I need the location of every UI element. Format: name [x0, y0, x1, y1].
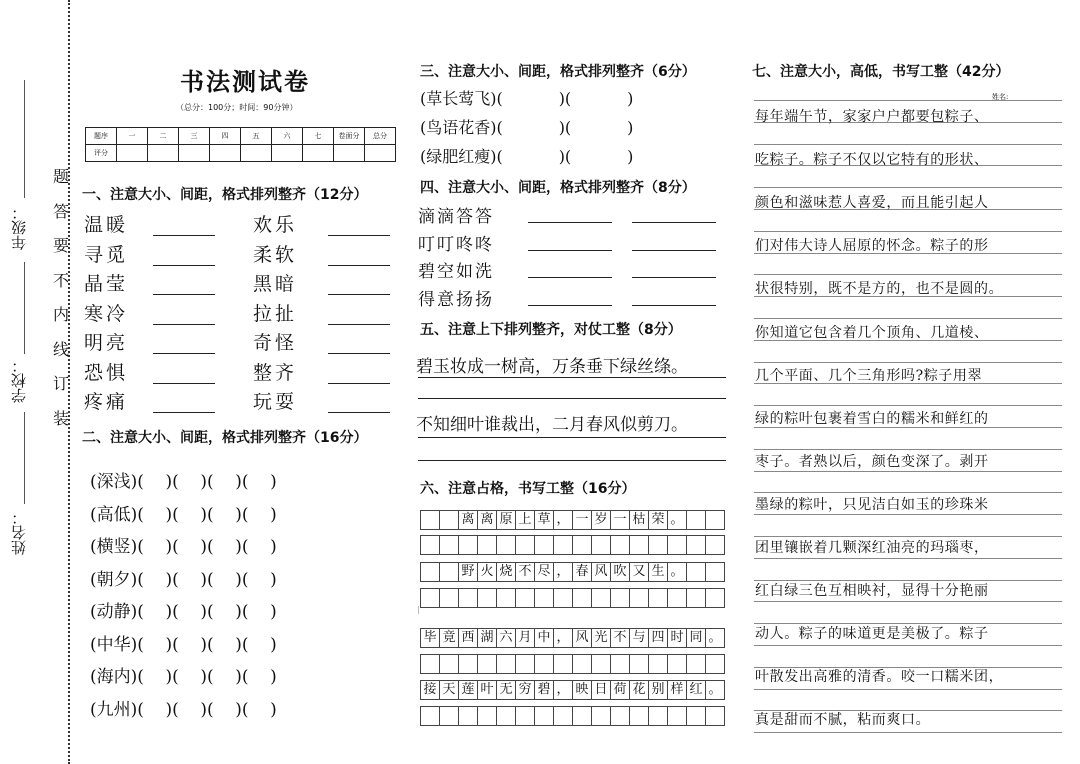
grid-cell [440, 536, 459, 555]
section2-parens: ( )( )( )( ) [137, 569, 277, 590]
grid-cell: 月 [516, 629, 535, 648]
essay-rule [754, 274, 1062, 275]
grid-cell [459, 707, 478, 726]
section1-blank [328, 383, 390, 384]
score-cell: 评分 [86, 145, 117, 162]
section1-right-word: 柔软 [253, 243, 298, 266]
section5-write-line [418, 398, 726, 399]
score-cell [179, 145, 210, 162]
grid-cell [535, 536, 554, 555]
grid-cell: 草 [535, 511, 554, 530]
grid-cell [687, 655, 706, 674]
grid-cell [611, 655, 630, 674]
section1-blank [328, 235, 390, 236]
section1-blank [153, 412, 215, 413]
essay-line: 们对伟大诗人屈原的怀念。粽子的形 [755, 238, 989, 255]
tianzi-grid-row [420, 706, 725, 726]
section4-blank [528, 222, 612, 223]
section2-parens: ( )( )( )( ) [137, 504, 277, 525]
grid-cell: 荷 [611, 681, 630, 700]
grid-cell: ， [554, 629, 573, 648]
grid-cell: 不 [516, 563, 535, 582]
grid-cell [478, 707, 497, 726]
grid-cell [421, 536, 440, 555]
grid-cell: 岁 [592, 511, 611, 530]
grid-cell [497, 536, 516, 555]
essay-rule [754, 449, 1062, 450]
essay-rule [754, 405, 1062, 406]
grid-cell [516, 655, 535, 674]
essay-rule [754, 601, 1062, 602]
scan-mark [418, 606, 419, 614]
section5-write-line [418, 377, 726, 378]
grid-cell: 天 [440, 681, 459, 700]
grid-cell: 荣 [649, 511, 668, 530]
section2-parens: ( )( )( )( ) [137, 699, 277, 720]
tianzi-grid-row [420, 510, 725, 530]
grid-cell: ， [554, 563, 573, 582]
section1-blank [153, 294, 215, 295]
section5-write-line [418, 460, 726, 461]
score-header-cell: 六 [272, 128, 303, 145]
essay-line: 绿的粽叶包裹着雪白的糯米和鲜红的 [755, 410, 989, 427]
section1-right-word: 拉扯 [253, 302, 298, 325]
section2-row [90, 695, 277, 720]
section1-right-word: 玩耍 [253, 391, 298, 413]
grid-cell [611, 707, 630, 726]
grid-cell: 不 [611, 629, 630, 648]
section3-word: (鸟语花香) [420, 118, 497, 137]
grid-cell: 碧 [535, 681, 554, 700]
section2-word: (中华) [90, 634, 138, 655]
section1-blank [153, 265, 215, 266]
grid-cell [649, 707, 668, 726]
grid-cell [630, 589, 649, 608]
grid-cell [516, 589, 535, 608]
score-header-cell: 题序 [86, 128, 117, 145]
grid-cell: 一 [573, 511, 592, 530]
grade-fill-line [24, 80, 25, 198]
grid-cell [592, 589, 611, 608]
score-cell [272, 145, 303, 162]
grid-cell [687, 536, 706, 555]
grid-cell: 烧 [497, 563, 516, 582]
page-title: 书法测试卷 [180, 67, 310, 96]
section3-word: (草长莺飞) [420, 89, 497, 108]
grid-cell [706, 655, 725, 674]
essay-line: 状很特别，既不是方的，也不是圆的。 [755, 281, 1004, 298]
section1-left-word: 寒冷 [84, 302, 129, 325]
section2-heading: 二、注意大小、间距，格式排列整齐（16分） [82, 430, 368, 446]
section1-blank [153, 383, 215, 384]
grid-cell [687, 707, 706, 726]
grid-cell [649, 655, 668, 674]
grid-cell [440, 707, 459, 726]
grid-cell [459, 536, 478, 555]
section4-blank [528, 277, 612, 278]
score-header-cell: 五 [241, 128, 272, 145]
grid-cell: 离 [459, 511, 478, 530]
section2-word: (海内) [90, 667, 138, 687]
grid-cell: 光 [592, 629, 611, 648]
grid-cell [573, 655, 592, 674]
section4-word: 滴滴答答 [418, 207, 494, 227]
grid-cell [630, 707, 649, 726]
grid-cell: 花 [630, 681, 649, 700]
grid-cell [611, 589, 630, 608]
section1-left-word: 疼痛 [84, 391, 129, 413]
score-cell [303, 145, 334, 162]
essay-line: 颜色和滋味惹人喜爱，而且能引起人 [755, 195, 989, 212]
grid-cell [706, 511, 725, 530]
grid-cell [706, 707, 725, 726]
section4-word: 叮叮咚咚 [418, 234, 494, 255]
grid-cell [516, 707, 535, 726]
grid-cell: 六 [497, 629, 516, 648]
score-cell [117, 145, 148, 162]
section4-word: 碧空如洗 [418, 262, 494, 282]
grid-cell [611, 536, 630, 555]
section3-parens: ( )( ) [496, 89, 634, 108]
essay-rule [754, 362, 1062, 363]
grade-label: 年级： [10, 205, 28, 250]
section4-heading: 四、注意大小、间距，格式排列整齐（8分） [420, 180, 696, 196]
grid-cell: 与 [630, 629, 649, 648]
section2-word: (九州) [90, 699, 138, 720]
essay-rule [754, 558, 1062, 559]
section4-blank [632, 305, 716, 306]
score-header-cell: 总分 [365, 128, 396, 145]
grid-cell [554, 707, 573, 726]
grid-cell: 春 [573, 563, 592, 582]
section2-row [90, 565, 277, 590]
section2-word: (动静) [90, 602, 138, 622]
tianzi-grid-row [420, 680, 725, 700]
section2-word: (横竖) [90, 537, 138, 557]
essay-line: 枣子。者熟以后，颜色变深了。剥开 [755, 453, 989, 470]
section7-heading: 七、注意大小，高低，书写工整（42分） [752, 64, 1010, 80]
grid-cell [668, 589, 687, 608]
grid-cell [516, 536, 535, 555]
grid-cell: 。 [706, 629, 725, 648]
essay-line: 红白绿三色互相映衬，显得十分艳丽 [755, 583, 989, 600]
section6-heading: 六、注意占格，书写工整（16分） [420, 481, 636, 497]
section4-word: 得意扬扬 [418, 289, 494, 310]
essay-line: 真是甜而不腻，粘而爽口。 [755, 712, 931, 729]
section5-line-1: 碧玉妆成一树高，万条垂下绿丝绦。 [416, 357, 688, 377]
section1-right-word: 奇怪 [253, 332, 298, 354]
section2-parens: ( )( )( )( ) [137, 602, 277, 622]
section1-left-word: 恐惧 [84, 361, 129, 384]
grid-cell: 竟 [440, 629, 459, 648]
grid-cell [497, 589, 516, 608]
section3-row [420, 115, 633, 138]
grid-cell [706, 563, 725, 582]
section3-word: (绿肥红瘦) [420, 147, 497, 166]
grid-cell [649, 536, 668, 555]
essay-rule [754, 187, 1062, 188]
section2-word: (深浅) [90, 472, 138, 492]
binding-char: 订 [52, 374, 69, 393]
grid-cell: 吹 [611, 563, 630, 582]
tianzi-grid-row [420, 628, 725, 648]
grid-cell: 接 [421, 681, 440, 700]
section4-blank [632, 222, 716, 223]
grid-cell [554, 655, 573, 674]
grid-cell: 红 [687, 681, 706, 700]
section1-blank [328, 412, 390, 413]
section2-word: (高低) [90, 504, 138, 525]
grid-cell [554, 536, 573, 555]
score-cell [210, 145, 241, 162]
section4-blank [528, 250, 612, 251]
grid-cell [440, 589, 459, 608]
section3-parens: ( )( ) [496, 147, 634, 166]
grid-cell [535, 707, 554, 726]
tianzi-grid-row [420, 654, 725, 674]
grid-cell: 风 [592, 563, 611, 582]
grid-cell: 莲 [459, 681, 478, 700]
essay-line: 每年端午节，家家户户都要包粽子、 [755, 109, 989, 125]
grid-cell [478, 655, 497, 674]
grid-cell [459, 655, 478, 674]
section1-right-word: 欢乐 [253, 214, 298, 236]
grid-cell [497, 655, 516, 674]
grid-cell [421, 563, 440, 582]
grid-cell: 。 [706, 681, 725, 700]
section1-left-word: 温暖 [84, 214, 129, 236]
binding-char: 内 [52, 305, 69, 324]
section1-blank [328, 265, 390, 266]
score-header-cell: 一 [117, 128, 148, 145]
grid-cell [478, 589, 497, 608]
binding-char: 不 [52, 270, 69, 290]
name-fill-line [24, 412, 25, 504]
score-table [85, 127, 396, 162]
grid-cell [421, 655, 440, 674]
section2-row [90, 630, 277, 655]
grid-cell [630, 536, 649, 555]
grid-cell [630, 655, 649, 674]
grid-cell: 别 [649, 681, 668, 700]
essay-line: 团里镶嵌着几颗深红油亮的玛瑙枣， [755, 540, 989, 556]
grid-cell [687, 589, 706, 608]
grid-cell [421, 589, 440, 608]
score-cell [365, 145, 396, 162]
score-cell [148, 145, 179, 162]
section5-write-line [418, 437, 726, 438]
grid-cell [592, 536, 611, 555]
section3-heading: 三、注意大小、间距，格式排列整齐（6分） [420, 64, 696, 80]
section1-blank [328, 294, 390, 295]
score-table-header-row [86, 128, 396, 145]
binding-char: 答 [52, 201, 69, 221]
section1-left-word: 寻觅 [84, 243, 129, 266]
section3-parens: ( )( ) [496, 118, 634, 137]
score-cell [334, 145, 365, 162]
grid-cell: 样 [668, 681, 687, 700]
section1-blank [153, 235, 215, 236]
grid-cell: 离 [478, 511, 497, 530]
section2-row [90, 532, 277, 557]
section2-parens: ( )( )( )( ) [137, 634, 277, 655]
grid-cell [478, 536, 497, 555]
grid-cell [421, 707, 440, 726]
score-header-cell: 二 [148, 128, 179, 145]
tianzi-grid-row [420, 562, 725, 582]
binding-char: 要 [52, 236, 69, 255]
grid-cell: 。 [668, 563, 687, 582]
essay-rule [754, 144, 1062, 145]
essay-rule [754, 732, 1062, 733]
grid-cell: 无 [497, 681, 516, 700]
score-cell [241, 145, 272, 162]
score-header-cell: 四 [210, 128, 241, 145]
essay-rule [754, 318, 1062, 319]
grid-cell: 上 [516, 511, 535, 530]
grid-cell: 时 [668, 629, 687, 648]
grid-cell: 湖 [478, 629, 497, 648]
school-label: 学校： [10, 358, 28, 403]
section1-blank [153, 353, 215, 354]
binding-char: 线 [52, 339, 69, 359]
grid-cell: 尽 [535, 563, 554, 582]
grid-cell: ， [554, 681, 573, 700]
grid-cell [668, 655, 687, 674]
grid-cell: 又 [630, 563, 649, 582]
essay-rule [754, 231, 1062, 232]
score-header-cell: 卷面分 [334, 128, 365, 145]
essay-rule [754, 514, 1062, 515]
score-header-cell: 七 [303, 128, 334, 145]
section1-heading: 一、注意大小、间距，格式排列整齐（12分） [82, 187, 368, 203]
grid-cell [649, 589, 668, 608]
grid-cell [592, 655, 611, 674]
section2-parens: ( )( )( )( ) [137, 537, 277, 557]
grid-cell: 野 [459, 563, 478, 582]
grid-cell [668, 536, 687, 555]
grid-cell [573, 589, 592, 608]
section5-heading: 五、注意上下排列整齐，对仗工整（8分） [420, 322, 682, 338]
grid-cell [421, 511, 440, 530]
grid-cell: 中 [535, 629, 554, 648]
section4-blank [632, 250, 716, 251]
grid-cell: ， [554, 511, 573, 530]
section1-left-word: 晶莹 [84, 273, 129, 295]
section2-row [90, 500, 277, 525]
section4-blank [528, 305, 612, 306]
grid-cell: 西 [459, 629, 478, 648]
grid-cell: 风 [573, 629, 592, 648]
section1-blank [328, 324, 390, 325]
school-fill-line [24, 262, 25, 354]
score-table-score-row [86, 145, 396, 162]
grid-cell [440, 563, 459, 582]
score-header-cell: 三 [179, 128, 210, 145]
grid-cell [535, 589, 554, 608]
grid-cell [440, 655, 459, 674]
section1-left-word: 明亮 [84, 332, 129, 354]
section1-right-word: 黑暗 [253, 273, 298, 295]
section3-row [420, 86, 633, 109]
grid-cell: 同 [687, 629, 706, 648]
grid-cell [440, 511, 459, 530]
grid-cell: 生 [649, 563, 668, 582]
grid-cell: 穷 [516, 681, 535, 700]
page-subtitle: （总分：100分；时间：90分钟） [176, 103, 298, 112]
grid-cell: 四 [649, 629, 668, 648]
section1-blank [153, 324, 215, 325]
binding-warning [50, 160, 72, 436]
grid-cell [668, 707, 687, 726]
section4-blank [632, 277, 716, 278]
essay-line: 吃粽子。粽子不仅以它特有的形状、 [755, 152, 989, 169]
grid-cell: 一 [611, 511, 630, 530]
section5-line-2: 不知细叶谁裁出，二月春风似剪刀。 [416, 415, 688, 435]
section1-blank [328, 353, 390, 354]
grid-cell [554, 589, 573, 608]
grid-cell [706, 536, 725, 555]
essay-rule [754, 689, 1062, 690]
section3-row [420, 144, 633, 167]
grid-cell: 原 [497, 511, 516, 530]
section2-row [90, 662, 277, 687]
essay-line: 墨绿的粽叶，只见洁白如玉的珍珠米 [755, 496, 989, 513]
grid-cell [687, 563, 706, 582]
section2-row [90, 467, 277, 492]
essay-line: 几个平面、几个三角形吗?粽子用翠 [755, 367, 983, 384]
binding-char: 装 [52, 408, 69, 428]
section2-word: (朝夕) [90, 569, 138, 590]
essay-line: 动人。粽子的味道更是美极了。粽子 [755, 626, 989, 643]
essay-rule [754, 645, 1062, 646]
grid-cell [573, 707, 592, 726]
grid-cell [687, 511, 706, 530]
grid-cell: 。 [668, 511, 687, 530]
essay-line: 你知道它包含着几个顶角、几道棱、 [755, 324, 989, 341]
grid-cell [706, 589, 725, 608]
grid-cell: 枯 [630, 511, 649, 530]
section2-parens: ( )( )( )( ) [137, 472, 277, 492]
grid-cell: 叶 [478, 681, 497, 700]
grid-cell: 毕 [421, 629, 440, 648]
grid-cell [459, 589, 478, 608]
grid-cell [497, 707, 516, 726]
grid-cell [592, 707, 611, 726]
grid-cell [535, 655, 554, 674]
grid-cell: 火 [478, 563, 497, 582]
tianzi-grid-row [420, 588, 725, 608]
name-label: 姓名： [10, 510, 28, 555]
grid-cell: 映 [573, 681, 592, 700]
essay-line: 叶散发出高雅的清香。咬一口糯米团， [755, 669, 1004, 686]
section2-parens: ( )( )( )( ) [137, 667, 277, 687]
grid-cell: 日 [592, 681, 611, 700]
section7-name-label: 姓名: [992, 93, 1009, 101]
section1-right-word: 整齐 [253, 361, 298, 384]
tianzi-grid-row [420, 535, 725, 555]
essay-rule [754, 100, 1062, 101]
section2-row [90, 597, 277, 622]
grid-cell [573, 536, 592, 555]
binding-char: 题 [52, 167, 69, 186]
